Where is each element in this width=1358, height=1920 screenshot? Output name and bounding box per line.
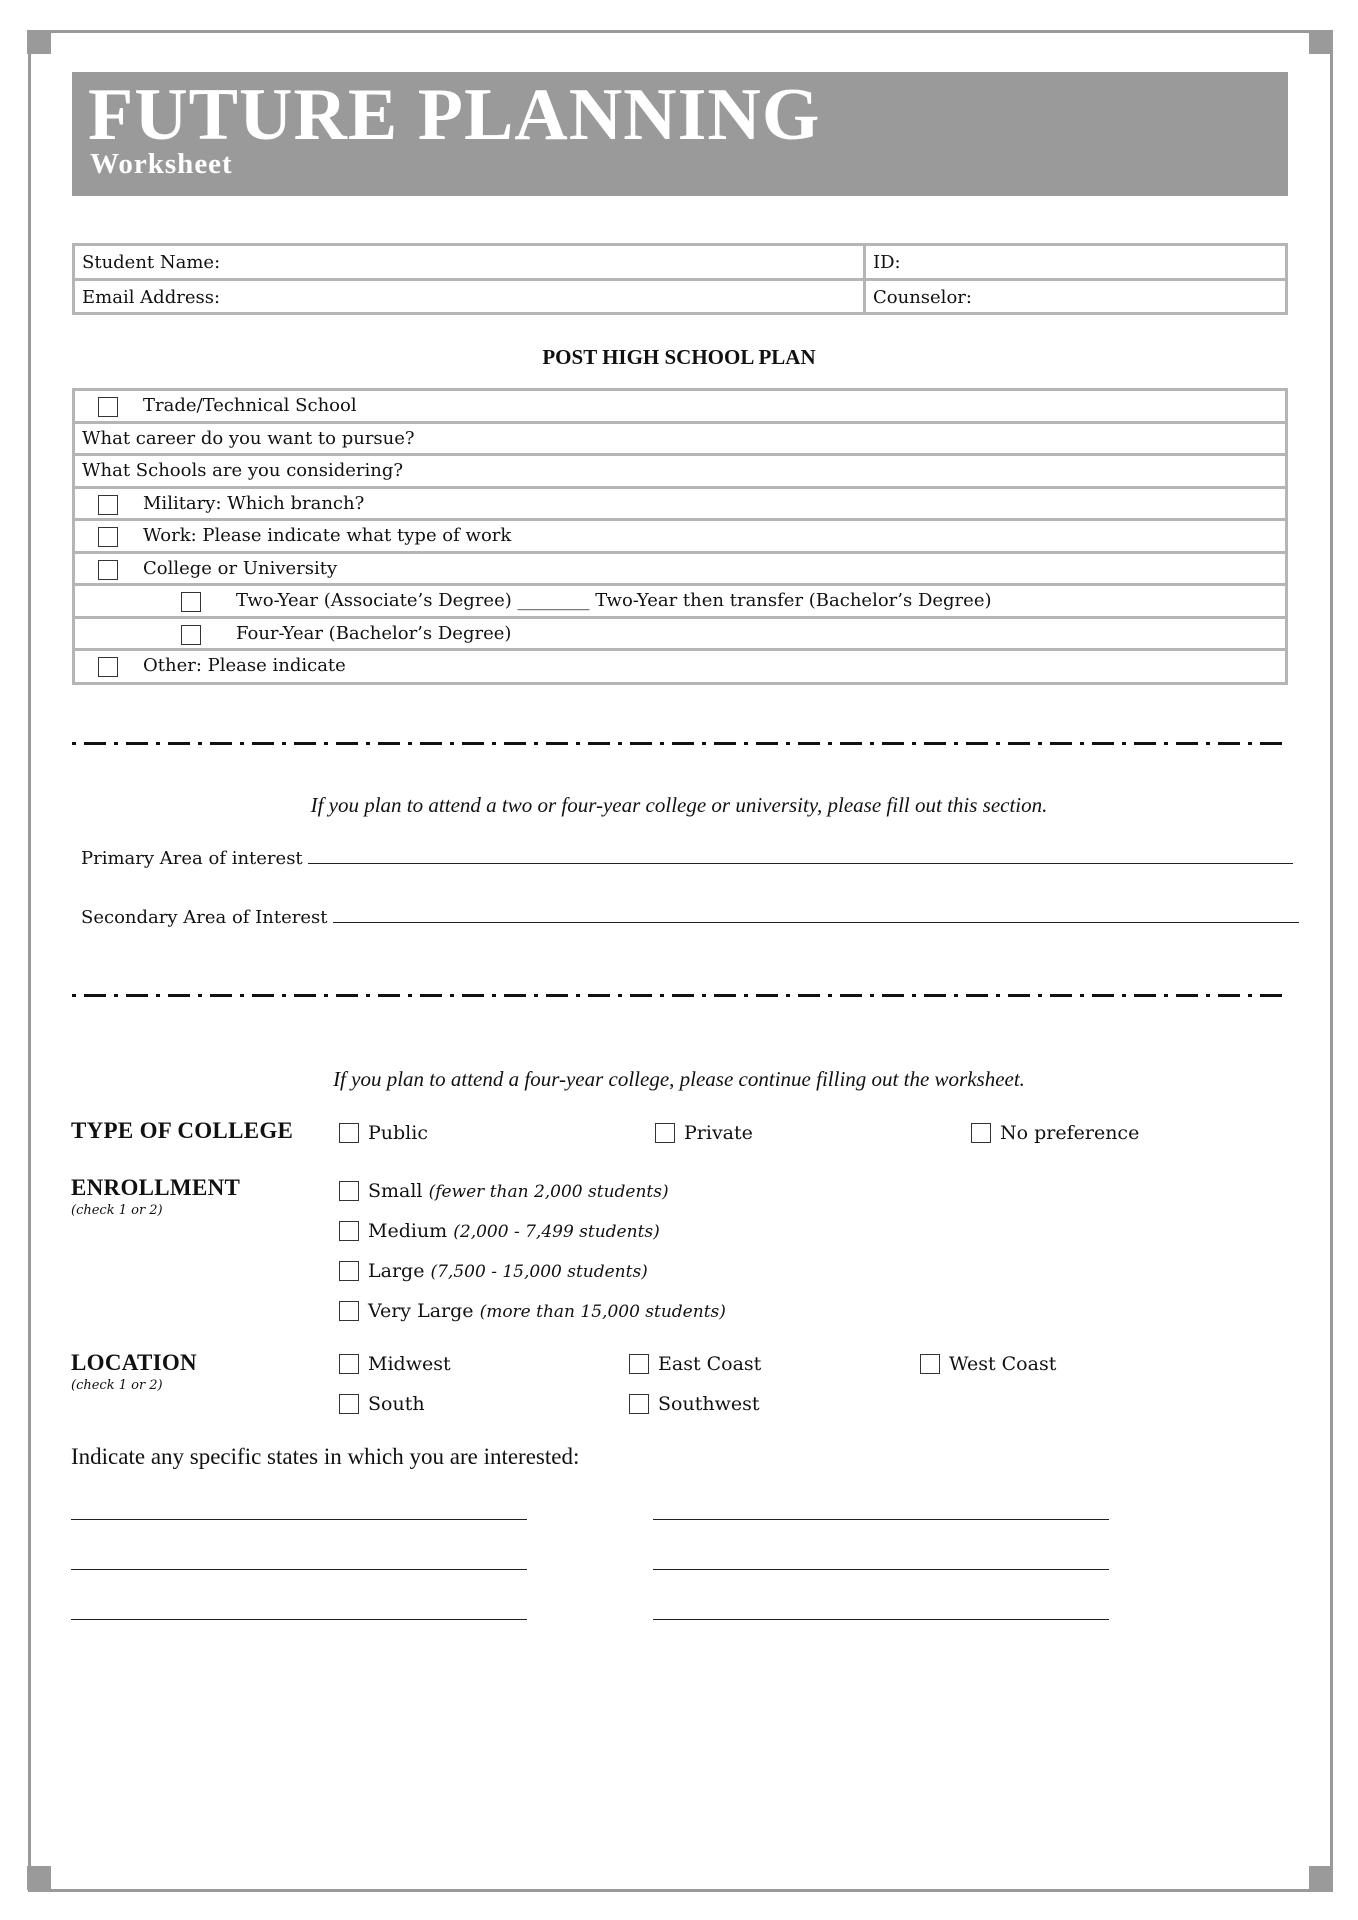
primary-interest-line [81, 846, 1293, 869]
enrollment-label: ENROLLMENT [71, 1175, 241, 1200]
state-input-line[interactable] [653, 1619, 1109, 1620]
medium-checkbox[interactable] [339, 1221, 359, 1241]
college-section-note: If you plan to attend a two or four-year college or university, please fill out this section. [310, 793, 1048, 817]
south-label: South [368, 1393, 425, 1415]
trade-school-checkbox[interactable] [98, 397, 118, 417]
schools-question: What Schools are you considering? [82, 460, 404, 481]
state-input-line[interactable] [653, 1569, 1109, 1570]
plan-row-four-year [75, 619, 1285, 652]
small-checkbox[interactable] [339, 1181, 359, 1201]
midwest-checkbox[interactable] [339, 1354, 359, 1374]
header-banner [72, 72, 1288, 196]
two-year-checkbox[interactable] [181, 592, 201, 612]
medium-name: Medium [368, 1220, 448, 1242]
two-year-label: Two-Year (Associate’s Degree) ________ Two-Year then transfer (Bachelor’s Degree) [236, 590, 992, 611]
student-info-row-1 [75, 246, 1285, 281]
student-id-field[interactable]: ID: [873, 252, 901, 273]
enrollment-hint: (check 1 or 2) [71, 1203, 163, 1218]
info-column-divider [863, 246, 866, 312]
work-checkbox[interactable] [98, 527, 118, 547]
east-coast-label: East Coast [658, 1353, 762, 1375]
state-input-line[interactable] [71, 1519, 527, 1520]
four-year-label: Four-Year (Bachelor’s Degree) [236, 622, 512, 644]
south-checkbox[interactable] [339, 1394, 359, 1414]
state-input-line[interactable] [71, 1619, 527, 1620]
trade-school-label: Trade/Technical School [143, 395, 357, 416]
counselor-field[interactable]: Counselor: [873, 287, 972, 308]
college-checkbox[interactable] [98, 560, 118, 580]
east-coast-checkbox[interactable] [629, 1354, 649, 1374]
very-large-checkbox[interactable] [339, 1301, 359, 1321]
small-note: (fewer than 2,000 students) [428, 1182, 669, 1202]
primary-interest-input[interactable] [308, 846, 1293, 864]
west-coast-checkbox[interactable] [920, 1354, 940, 1374]
military-label: Military: Which branch? [143, 492, 365, 514]
section-divider [72, 994, 1288, 997]
post-high-school-title: POST HIGH SCHOOL PLAN [542, 345, 816, 369]
state-input-line[interactable] [653, 1519, 1109, 1520]
southwest-label: Southwest [658, 1393, 760, 1415]
section-divider [72, 742, 1288, 745]
secondary-interest-line [81, 905, 1299, 928]
large-note: (7,500 - 15,000 students) [430, 1262, 648, 1282]
southwest-checkbox[interactable] [629, 1394, 649, 1414]
very-large-note: (more than 15,000 students) [479, 1302, 726, 1322]
west-coast-label: West Coast [949, 1353, 1057, 1375]
small-label [368, 1180, 669, 1203]
large-checkbox[interactable] [339, 1261, 359, 1281]
student-info-row-2 [75, 281, 1285, 316]
corner-decoration-top-right [1309, 30, 1333, 54]
very-large-name: Very Large [368, 1300, 474, 1322]
private-checkbox[interactable] [655, 1123, 675, 1143]
type-of-college-label: TYPE OF COLLEGE [71, 1118, 294, 1143]
plan-row-work [75, 521, 1285, 554]
primary-interest-label: Primary Area of interest [81, 848, 303, 869]
medium-note: (2,000 - 7,499 students) [453, 1222, 660, 1242]
student-name-field[interactable]: Student Name: [82, 252, 221, 273]
large-name: Large [368, 1260, 425, 1282]
military-checkbox[interactable] [98, 495, 118, 515]
private-label: Private [684, 1122, 753, 1144]
work-label: Work: Please indicate what type of work [143, 525, 512, 546]
location-hint: (check 1 or 2) [71, 1378, 163, 1393]
no-preference-checkbox[interactable] [971, 1123, 991, 1143]
career-question: What career do you want to pursue? [82, 427, 415, 449]
secondary-interest-label: Secondary Area of Interest [81, 907, 328, 928]
location-label: LOCATION [71, 1350, 197, 1375]
plan-row-schools[interactable] [75, 456, 1285, 489]
page-subtitle: Worksheet [90, 148, 233, 180]
email-address-field[interactable]: Email Address: [82, 287, 221, 308]
state-input-line[interactable] [71, 1569, 527, 1570]
post-high-school-table [72, 388, 1288, 685]
four-year-section-note: If you plan to attend a four-year college, please continue filling out the worksheet. [333, 1067, 1025, 1091]
page-title: FUTURE PLANNING [88, 74, 821, 156]
corner-decoration-bottom-right [1309, 1866, 1333, 1890]
midwest-label: Midwest [368, 1353, 451, 1375]
plan-row-career[interactable] [75, 424, 1285, 457]
plan-row-two-year [75, 586, 1285, 619]
secondary-interest-input[interactable] [333, 905, 1299, 923]
public-label: Public [368, 1122, 428, 1144]
plan-row-other [75, 651, 1285, 684]
corner-decoration-top-left [27, 30, 51, 54]
no-preference-label: No preference [1000, 1122, 1140, 1144]
medium-label [368, 1220, 660, 1243]
other-checkbox[interactable] [98, 657, 118, 677]
college-label: College or University [143, 557, 338, 579]
plan-row-trade [75, 391, 1285, 424]
corner-decoration-bottom-left [27, 1866, 51, 1890]
four-year-checkbox[interactable] [181, 625, 201, 645]
plan-row-college [75, 554, 1285, 587]
states-question: Indicate any specific states in which you are interested: [71, 1444, 580, 1469]
student-info-table [72, 243, 1288, 315]
plan-row-military [75, 489, 1285, 522]
other-label: Other: Please indicate [143, 655, 346, 676]
very-large-label [368, 1300, 726, 1323]
public-checkbox[interactable] [339, 1123, 359, 1143]
large-label [368, 1260, 648, 1283]
small-name: Small [368, 1180, 423, 1202]
